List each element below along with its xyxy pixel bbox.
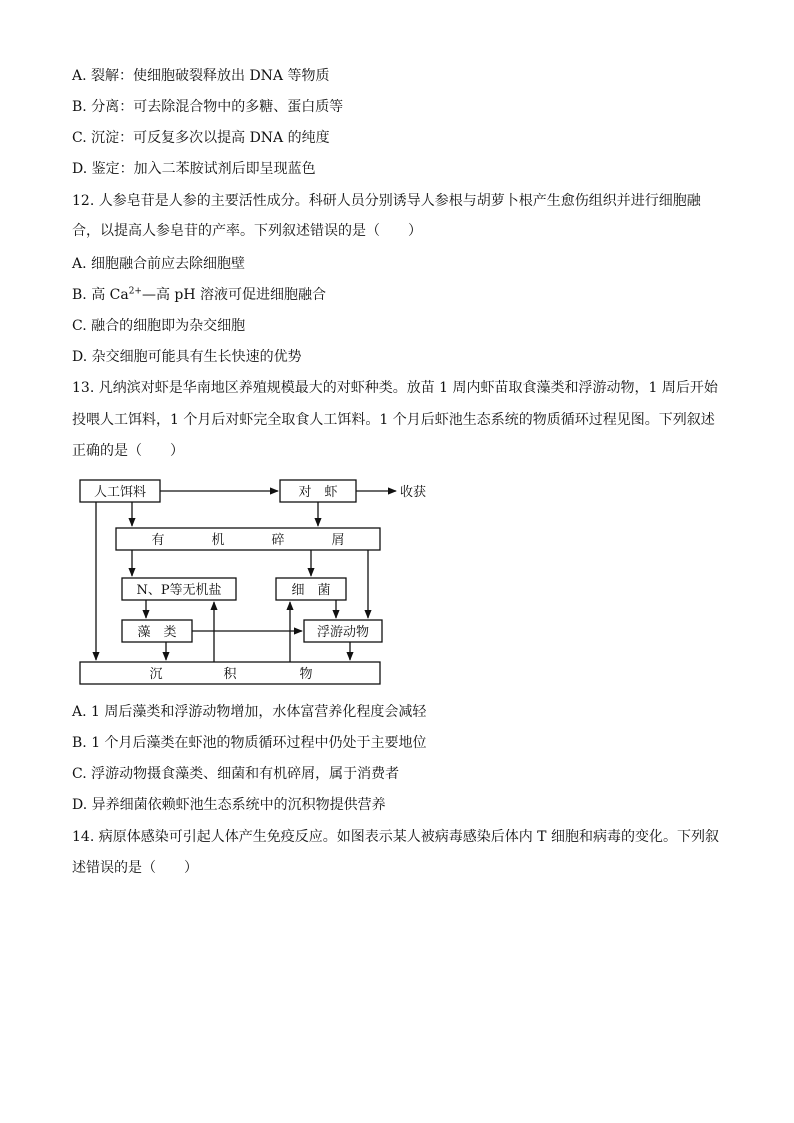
q12-stem-line2: 合，以提高人参皂苷的产率。下列叙述错误的是（ ） xyxy=(72,223,422,239)
q11-option-d: D. 鉴定：加入二苯胺试剂后即呈现蓝色 xyxy=(72,161,316,177)
q13-stem-line1: 13. 凡纳滨对虾是华南地区养殖规模最大的对虾种类。放苗 1 周内虾苗取食藻类和浮游动物，1 周后开始 xyxy=(72,380,718,396)
label-shrimp: 对 虾 xyxy=(298,485,338,500)
q13-option-d: D. 异养细菌依赖虾池生态系统中的沉积物提供营养 xyxy=(72,797,386,813)
label-bacteria: 细 菌 xyxy=(291,583,331,598)
label-detritus-1: 有 xyxy=(151,533,165,548)
q11-option-a: A. 裂解：使细胞破裂释放出 DNA 等物质 xyxy=(72,68,330,84)
q12-option-b-pre: B. 高 Ca xyxy=(72,287,129,303)
q13-option-b: B. 1 个月后藻类在虾池的物质循环过程中仍处于主要地位 xyxy=(72,735,427,751)
q13-option-c: C. 浮游动物摄食藻类、细菌和有机碎屑，属于消费者 xyxy=(72,766,400,782)
q12-option-b xyxy=(72,285,326,305)
label-algae: 藻 类 xyxy=(137,625,177,640)
label-detritus-3: 碎 xyxy=(271,533,285,548)
label-zooplankton: 浮游动物 xyxy=(316,625,370,640)
q12-option-a: A. 细胞融合前应去除细胞壁 xyxy=(72,256,246,272)
label-harvest: 收获 xyxy=(400,485,427,500)
label-detritus-4: 屑 xyxy=(331,533,345,548)
q12-option-b-post: —高 pH 溶液可促进细胞融合 xyxy=(141,287,327,303)
q14-stem-line2: 述错误的是（ ） xyxy=(72,860,198,876)
label-salts: N、P等无机盐 xyxy=(136,583,222,598)
q13-stem-line2: 投喂人工饵料，1 个月后对虾完全取食人工饵料。1 个月后虾池生态系统的物质循环过程见图。下列叙述 xyxy=(72,412,715,428)
label-sediment-1: 沉 xyxy=(149,667,163,682)
material-cycle-diagram xyxy=(60,474,460,690)
q13-option-a: A. 1 周后藻类和浮游动物增加，水体富营养化程度会减轻 xyxy=(72,704,427,720)
q12-option-c: C. 融合的细胞即为杂交细胞 xyxy=(72,318,246,334)
q11-option-c: C. 沉淀：可反复多次以提高 DNA 的纯度 xyxy=(72,130,330,146)
q14-stem-line1: 14. 病原体感染可引起人体产生免疫反应。如图表示某人被病毒感染后体内 T 细胞和病毒的变化。下列叙 xyxy=(72,829,719,845)
q11-option-b: B. 分离：可去除混合物中的多糖、蛋白质等 xyxy=(72,99,344,115)
label-detritus-2: 机 xyxy=(211,533,225,548)
label-feed: 人工饵料 xyxy=(93,485,147,500)
label-sediment-2: 积 xyxy=(223,667,237,682)
q13-stem-line3: 正确的是（ ） xyxy=(72,443,184,459)
label-sediment-3: 物 xyxy=(299,667,313,682)
q12-option-d: D. 杂交细胞可能具有生长快速的优势 xyxy=(72,349,302,365)
q12-option-b-sup: 2+ xyxy=(128,286,142,297)
q12-stem-line1: 12. 人参皂苷是人参的主要活性成分。科研人员分别诱导人参根与胡萝卜根产生愈伤组织并进行细胞融 xyxy=(72,193,701,209)
